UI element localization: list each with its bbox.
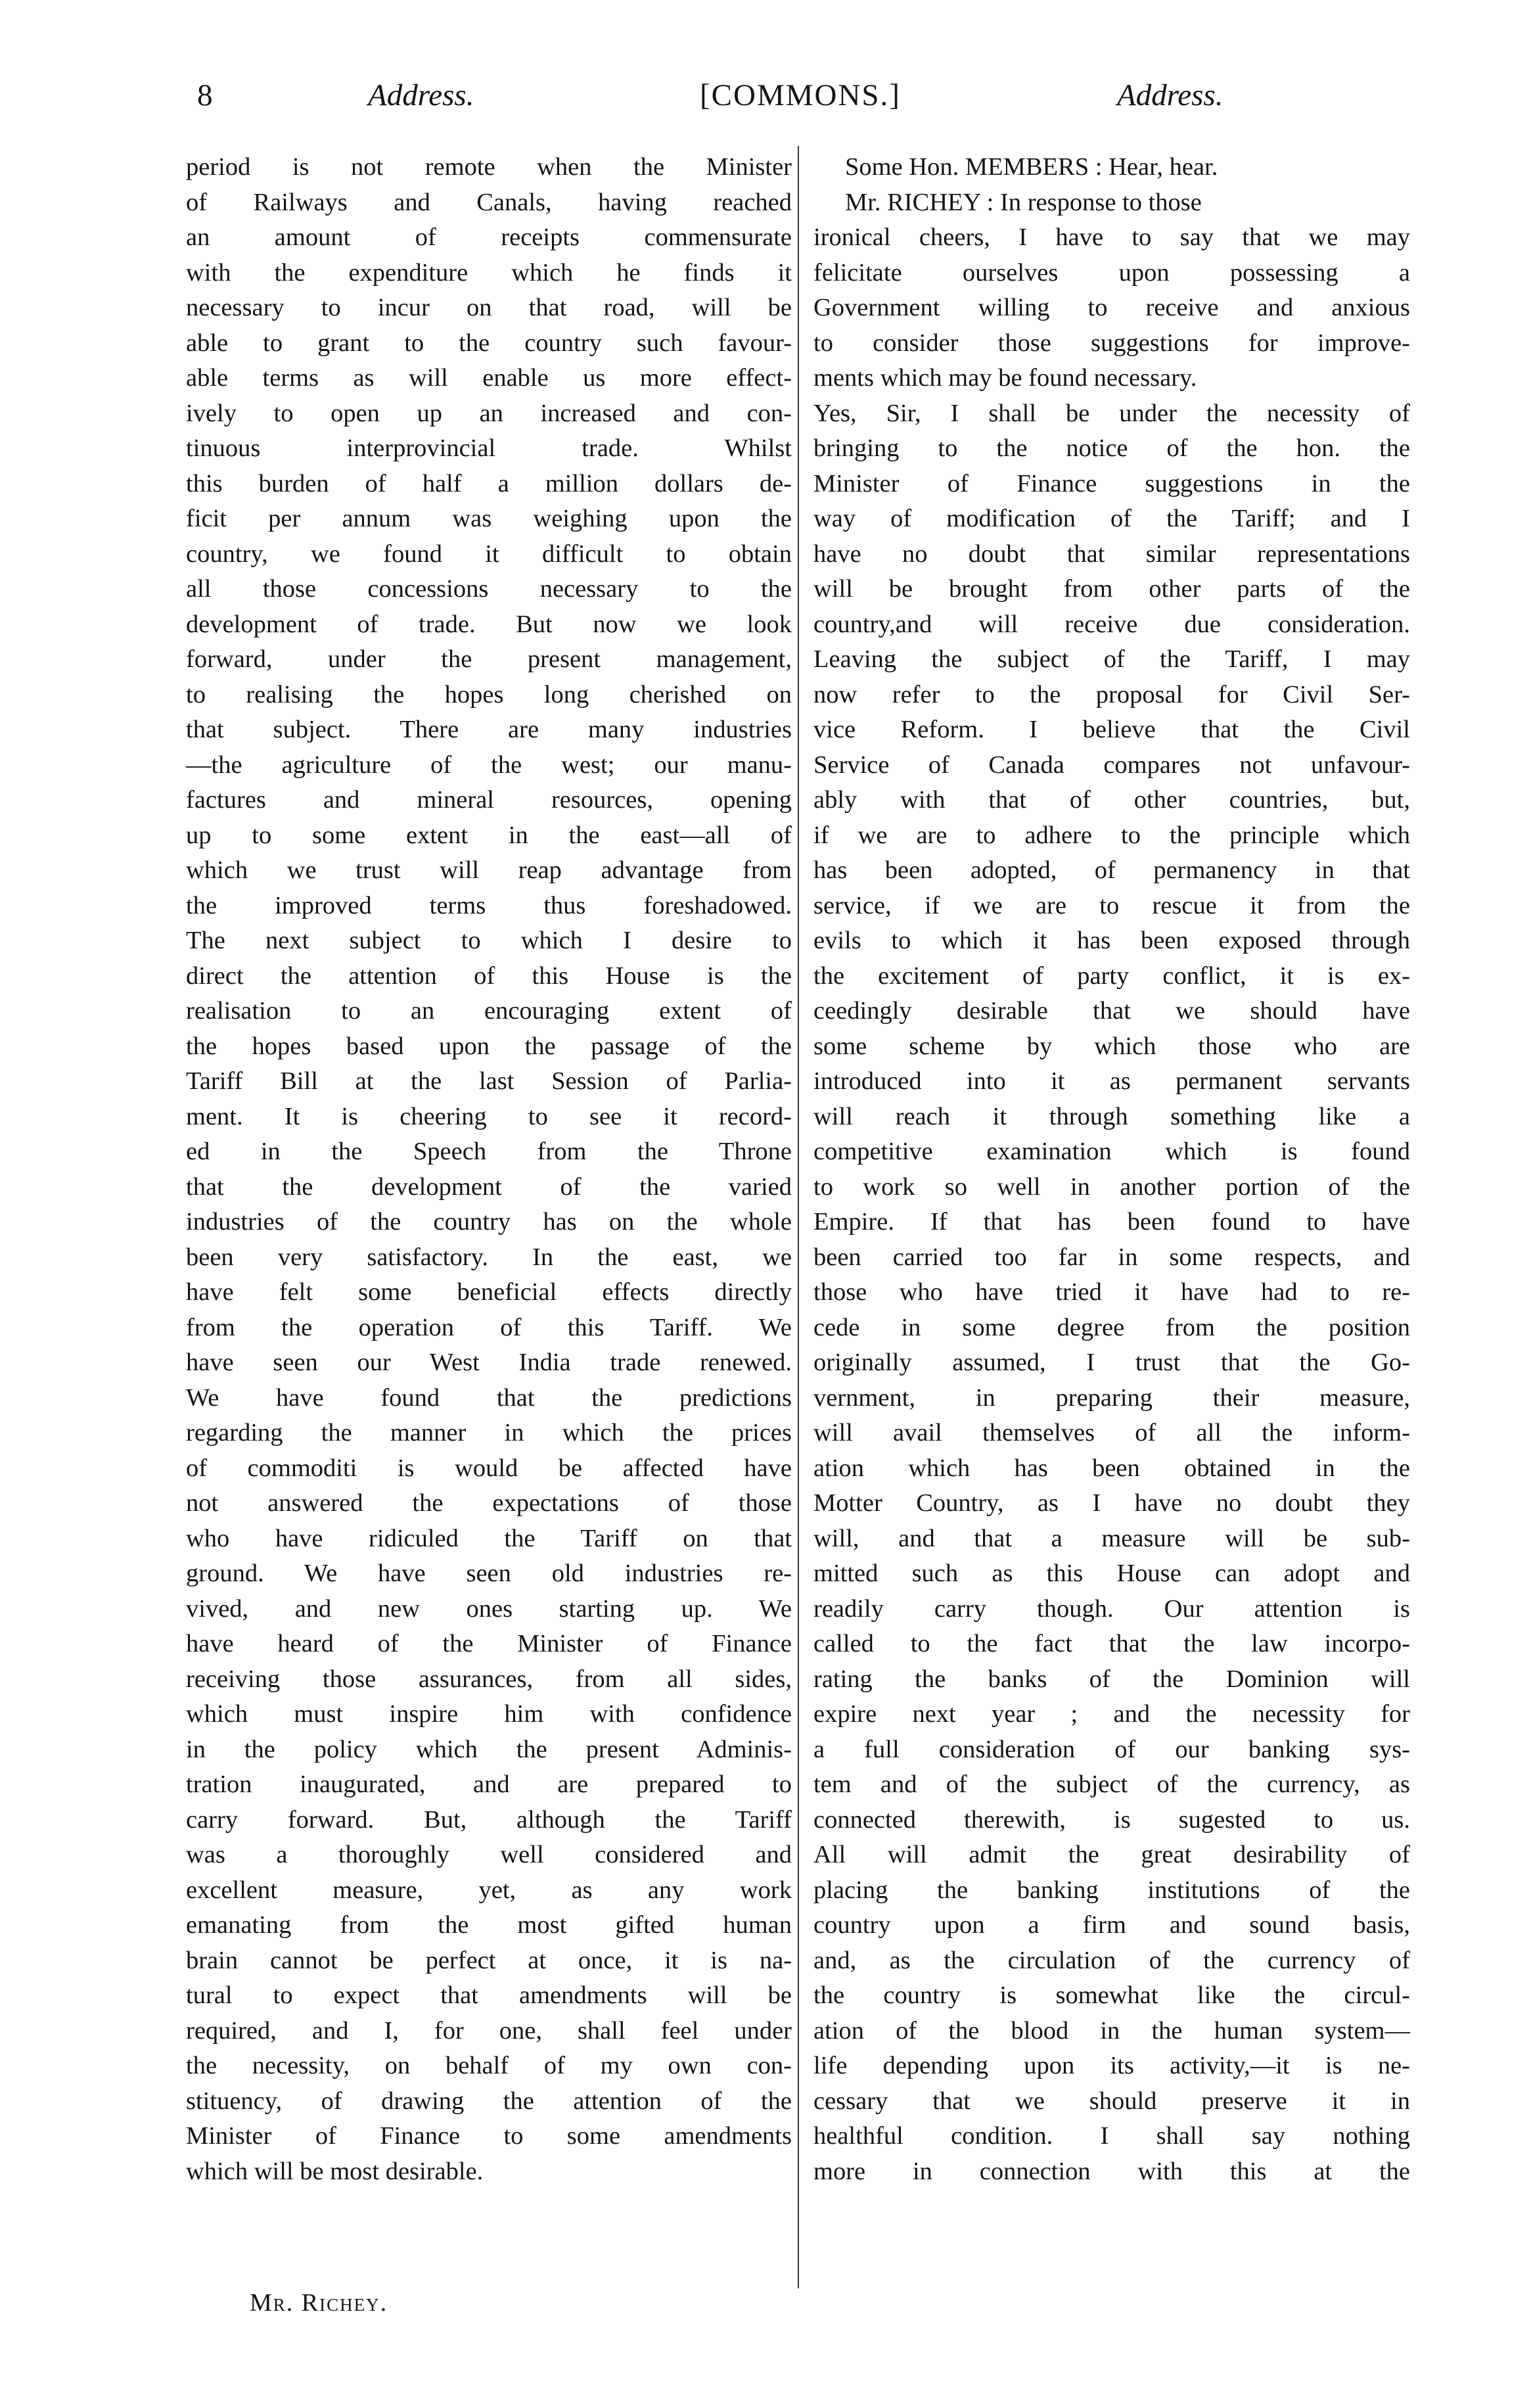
text-line: stituency, of drawing the attention of the [186, 2087, 792, 2115]
text-line: the necessity, on behalf of my own con- [186, 2052, 792, 2079]
text-line: Some Hon. MEMBERS : Hear, hear. [845, 153, 1218, 181]
text-line: ation of the blood in the human system— [813, 2016, 1410, 2045]
text-line: which will be most desirable. [186, 2157, 484, 2185]
text-line: will, and that a measure will be sub- [813, 1524, 1410, 1552]
text-line: able terms as will enable us more effect- [186, 364, 792, 392]
running-head-right: Address. [1117, 78, 1223, 112]
running-head-left: Address. [368, 78, 474, 112]
text-line: brain cannot be perfect at once, it is na- [186, 1946, 792, 1974]
text-line: We have found that the predictions [186, 1383, 792, 1412]
text-line: ation which has been obtained in the [813, 1454, 1410, 1482]
text-line: ively to open up an increased and con- [186, 399, 792, 427]
text-line: if we are to adhere to the principle which [813, 821, 1410, 849]
text-line: Mr. RICHEY : In response to those [845, 188, 1202, 216]
text-line: those who have tried it have had to re- [813, 1278, 1410, 1306]
text-line: the excitement of party conflict, it is ex- [813, 961, 1410, 990]
text-line: emanating from the most gifted human [186, 1911, 792, 1939]
text-line: Tariff Bill at the last Session of Parlia- [186, 1067, 792, 1095]
text-line: that subject. There are many industries [186, 716, 792, 743]
text-line: ironical cheers, I have to say that we may [813, 223, 1410, 251]
text-line: Government willing to receive and anxious [813, 294, 1410, 321]
left-text-column [186, 150, 792, 2189]
text-line: which must inspire him with confidence [186, 1700, 792, 1728]
text-line: country, we found it difficult to obtain [186, 540, 792, 568]
text-line: ed in the Speech from the Throne [186, 1138, 792, 1165]
text-line: been very satisfactory. In the east, we [186, 1243, 792, 1271]
text-line: period is not remote when the Minister [186, 153, 792, 181]
text-line: Yes, Sir, I shall be under the necessity of [813, 399, 1410, 427]
text-line: felicitate ourselves upon possessing a [813, 258, 1410, 287]
text-line: vernment, in preparing their measure, [813, 1383, 1410, 1412]
text-line: and, as the circulation of the currency of [813, 1946, 1410, 1974]
text-line: ably with that of other countries, but, [813, 786, 1410, 814]
text-line: way of modification of the Tariff; and I [813, 505, 1410, 532]
text-line: the country is somewhat like the circul- [813, 1981, 1410, 2009]
text-line: ment. It is cheering to see it record- [186, 1102, 792, 1130]
text-line: bringing to the notice of the hon. the [813, 434, 1410, 462]
text-line: receiving those assurances, from all sides, [186, 1665, 792, 1693]
text-line: will be brought from other parts of the [813, 575, 1410, 603]
text-line: excellent measure, yet, as any work [186, 1876, 792, 1904]
text-line: have felt some beneficial effects directly [186, 1278, 792, 1306]
text-line: healthful condition. I shall say nothing [813, 2122, 1410, 2150]
text-line: originally assumed, I trust that the Go- [813, 1349, 1410, 1376]
text-line: vived, and new ones starting up. We [186, 1594, 792, 1623]
text-line: ments which may be found necessary. [813, 364, 1197, 392]
text-line: Leaving the subject of the Tariff, I may [813, 645, 1410, 673]
text-line: industries of the country has on the whole [186, 1208, 792, 1236]
text-line: placing the banking institutions of the [813, 1876, 1410, 1904]
text-line: able to grant to the country such favour- [186, 329, 792, 357]
text-line: country,and will receive due consideration. [813, 610, 1410, 638]
text-line: tration inaugurated, and are prepared to [186, 1771, 792, 1798]
text-line: cessary that we should preserve it in [813, 2087, 1410, 2115]
text-line: service, if we are to rescue it from the [813, 891, 1410, 919]
text-line: which we trust will reap advantage from [186, 856, 792, 884]
text-line: vice Reform. I believe that the Civil [813, 716, 1410, 743]
text-line: expire next year ; and the necessity for [813, 1700, 1410, 1728]
page-header [0, 78, 1531, 130]
text-line: tinuous interprovincial trade. Whilst [186, 434, 792, 462]
text-line: Service of Canada compares not unfavour- [813, 751, 1410, 779]
text-line: an amount of receipts commensurate [186, 223, 792, 251]
text-line: have seen our West India trade renewed. [186, 1349, 792, 1376]
text-line: not answered the expectations of those [186, 1489, 792, 1517]
text-line: evils to which it has been exposed through [813, 927, 1410, 954]
text-line: readily carry though. Our attention is [813, 1594, 1410, 1623]
text-line: have no doubt that similar representations [813, 540, 1410, 568]
speaker-signature: Mr. Richey. [250, 2289, 388, 2317]
text-line: have heard of the Minister of Finance [186, 1630, 792, 1657]
text-line: Minister of Finance suggestions in the [813, 469, 1410, 498]
text-line: this burden of half a million dollars de- [186, 469, 792, 498]
text-line: now refer to the proposal for Civil Ser- [813, 680, 1410, 708]
text-line: of Railways and Canals, having reached [186, 188, 792, 216]
text-line: up to some extent in the east—all of [186, 821, 792, 849]
text-line: carry forward. But, although the Tariff [186, 1805, 792, 1834]
text-line: mitted such as this House can adopt and [813, 1560, 1410, 1587]
text-line: tem and of the subject of the currency, as [813, 1771, 1410, 1798]
text-line: the improved terms thus foreshadowed. [186, 891, 792, 919]
text-line: will avail themselves of all the inform- [813, 1419, 1410, 1447]
text-line: ground. We have seen old industries re- [186, 1560, 792, 1587]
text-line: direct the attention of this House is the [186, 961, 792, 990]
text-line: All will admit the great desirability of [813, 1841, 1410, 1868]
text-line: was a thoroughly well considered and [186, 1841, 792, 1868]
text-line: The next subject to which I desire to [186, 927, 792, 954]
page-number: 8 [197, 78, 213, 112]
text-line: a full consideration of our banking sys- [813, 1735, 1410, 1763]
text-line: will reach it through something like a [813, 1102, 1410, 1130]
text-line: been carried too far in some respects, and [813, 1243, 1410, 1271]
text-line: more in connection with this at the [813, 2157, 1410, 2185]
text-line: development of trade. But now we look [186, 610, 792, 638]
text-line: realisation to an encouraging extent of [186, 997, 792, 1025]
text-line: Minister of Finance to some amendments [186, 2122, 792, 2150]
text-line: —the agriculture of the west; our manu- [186, 751, 792, 779]
text-line: to work so well in another portion of the [813, 1172, 1410, 1201]
text-line: cede in some degree from the position [813, 1313, 1410, 1341]
text-line: Motter Country, as I have no doubt they [813, 1489, 1410, 1517]
text-line: called to the fact that the law incorpo- [813, 1630, 1410, 1657]
text-line: the hopes based upon the passage of the [186, 1032, 792, 1060]
text-line: from the operation of this Tariff. We [186, 1313, 792, 1341]
text-line: of commoditi is would be affected have [186, 1454, 792, 1482]
text-line: tural to expect that amendments will be [186, 1981, 792, 2009]
text-line: competitive examination which is found [813, 1138, 1410, 1165]
text-line: rating the banks of the Dominion will [813, 1665, 1410, 1693]
text-line: to realising the hopes long cherished on [186, 680, 792, 708]
text-line: to consider those suggestions for improve- [813, 329, 1410, 357]
text-line: forward, under the present management, [186, 645, 792, 673]
text-line: Empire. If that has been found to have [813, 1208, 1410, 1236]
text-line: introduced into it as permanent servants [813, 1067, 1410, 1095]
text-line: ficit per annum was weighing upon the [186, 505, 792, 532]
text-line: regarding the manner in which the prices [186, 1419, 792, 1447]
text-line: that the development of the varied [186, 1172, 792, 1201]
text-line: with the expenditure which he finds it [186, 258, 792, 287]
text-line: factures and mineral resources, opening [186, 786, 792, 814]
text-line: who have ridiculed the Tariff on that [186, 1524, 792, 1552]
text-line: has been adopted, of permanency in that [813, 856, 1410, 884]
text-line: some scheme by which those who are [813, 1032, 1410, 1060]
text-line: country upon a firm and sound basis, [813, 1911, 1410, 1939]
running-head-center: [COMMONS.] [700, 78, 901, 112]
text-line: connected therewith, is sugested to us. [813, 1805, 1410, 1834]
text-line: life depending upon its activity,—it is ne- [813, 2052, 1410, 2079]
text-line: in the policy which the present Adminis- [186, 1735, 792, 1763]
column-divider [798, 146, 799, 2288]
text-line: ceedingly desirable that we should have [813, 997, 1410, 1025]
text-line: required, and I, for one, shall feel under [186, 2016, 792, 2045]
right-text-column [813, 150, 1410, 2189]
text-line: necessary to incur on that road, will be [186, 294, 792, 321]
text-line: all those concessions necessary to the [186, 575, 792, 603]
